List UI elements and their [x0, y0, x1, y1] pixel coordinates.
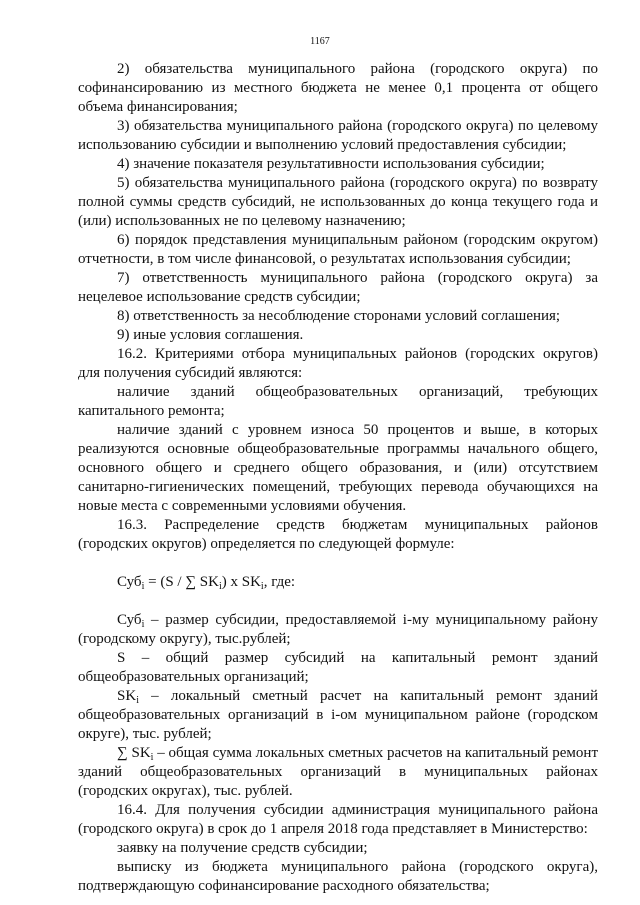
definition: [78, 744, 598, 801]
paragraph: наличие зданий с уровнем износа 50 процентов и выше, в которых реализуются основные общеобразовательные программы начального общего, основного общего и среднего общего образования, и (или) отсутствием санитарно-гигиенических помещений, требующих перевода обучающихся на новые места с современными условиями обучения.: [78, 422, 598, 514]
definition-text: – общая сумма локальных сметных расчетов на капитальный ремонт зданий общеобразовательных организаций в муниципальных районах (городских округах), тыс. рублей.: [78, 745, 598, 799]
definition-text: – общий размер субсидий на капитальный ремонт зданий общеобразовательных организаций;: [78, 650, 598, 685]
paragraph: 8) ответственность за несоблюдение сторонами условий соглашения;: [117, 308, 561, 324]
formula-part: Суб: [117, 574, 142, 590]
formula-part: , где:: [263, 574, 296, 590]
formula: [78, 573, 598, 592]
definition: [78, 687, 598, 744]
paragraph: 5) обязательства муниципального района (городского округа) по возврату полной суммы средств субсидий, не использованных до конца текущего года и (или) использованных не по целевому назначению;: [78, 175, 598, 229]
definition: [78, 611, 598, 649]
definition-symbol: ∑ SK: [117, 745, 151, 761]
paragraph: наличие зданий общеобразовательных организаций, требующих капитального ремонта;: [78, 384, 598, 419]
paragraph: 16.4. Для получения субсидии администрация муниципального района (городского округа) в срок до 1 апреля 2018 года представляет в Министерство:: [78, 802, 598, 837]
paragraph: 4) значение показателя результативности использования субсидии;: [117, 156, 545, 172]
paragraph: 6) порядок представления муниципальным районом (городским округом) отчетности, в том числе финансовой, о результатах использования субсидии;: [78, 232, 598, 267]
definition-symbol: Суб: [117, 612, 142, 628]
formula-part: = (S / ∑ SK: [144, 574, 219, 590]
definition-text: – размер субсидии, предоставляемой i-му муниципальному району (городскому округу), тыс.рублей;: [78, 612, 598, 647]
definition-symbol: SK: [117, 688, 137, 704]
definition-text: – локальный сметный расчет на капитальный ремонт зданий общеобразовательных организаций в i-ом муниципальном районе (городском округе), тыс. рублей;: [78, 688, 598, 742]
definition: [78, 649, 598, 687]
paragraph: 3) обязательства муниципального района (городского округа) по целевому использованию субсидии и выполнению условий предоставления субсидии;: [78, 118, 598, 153]
formula-subscript: i: [218, 581, 222, 592]
paragraph: выписку из бюджета муниципального района (городского округа), подтверждающую софинансирование расходного обязательства;: [78, 859, 598, 894]
formula-part: ) х SK: [221, 574, 261, 590]
page-number: 1167: [310, 36, 330, 47]
definition-subscript: i: [150, 752, 154, 763]
formula-subscript: i: [141, 581, 145, 592]
paragraph: 9) иные условия соглашения.: [117, 327, 304, 343]
paragraph: заявку на получение средств субсидии;: [117, 840, 368, 856]
document-body: [78, 60, 598, 896]
paragraph: 7) ответственность муниципального района (городского округа) за нецелевое использование средств субсидии;: [78, 270, 598, 305]
paragraph: 16.2. Критериями отбора муниципальных районов (городских округов) для получения субсидий являются:: [78, 346, 598, 381]
definition-subscript: i: [136, 695, 139, 706]
paragraph: 2) обязательства муниципального района (городского округа) по софинансированию из местного бюджета не менее 0,1 процента от общего объема финансирования;: [78, 61, 598, 115]
definition-subscript: i: [141, 619, 145, 630]
formula-subscript: i: [260, 581, 264, 592]
paragraph: 16.3. Распределение средств бюджетам муниципальных районов (городских округов) определяется по следующей формуле:: [78, 517, 598, 552]
definition-symbol: S: [117, 650, 126, 666]
